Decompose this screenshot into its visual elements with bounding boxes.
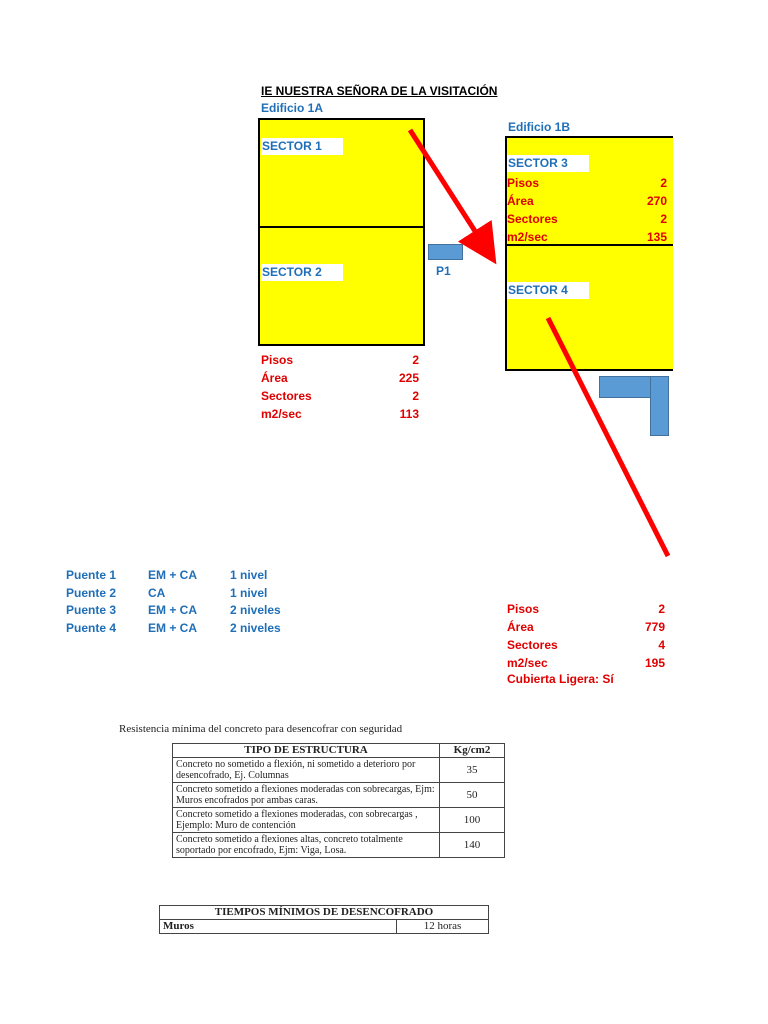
structure-kgcm2: 50 [440,783,505,808]
stat-1a-value: 2 [412,353,419,367]
stat-1b-key: Sectores [507,212,558,226]
table-row [173,783,505,808]
stat-1b-key: m2/sec [507,230,548,244]
structure-kgcm2: 35 [440,758,505,783]
stat-1a-key: Área [261,371,288,385]
structure-desc: Concreto sometido a flexiones moderadas con sobrecargas, Ejm: Muros encofrados por ambas caras. [173,783,440,808]
stat-total-key: Área [507,620,534,634]
table-row [173,833,505,858]
bridge-levels: 1 nivel [230,585,268,600]
stat-total-key: m2/sec [507,656,548,670]
bridge-name: Puente 4 [66,620,117,635]
structure-desc: Concreto sometido a flexiones altas, concreto totalmente soportado por encofrado, Ejm: Viga, Losa. [173,833,440,858]
col-kg-cm2: Kg/cm2 [440,744,505,758]
tiempo-element: Muros [160,920,397,934]
sector-4-label: SECTOR 4 [507,282,589,299]
stat-1a-key: Sectores [261,389,312,403]
sector-2-label: SECTOR 2 [261,264,343,281]
stat-1b-value: 135 [646,230,667,244]
stat-total-key: Sectores [507,638,558,652]
bridge-row [66,566,326,584]
stat-1a-key: Pisos [261,353,294,367]
stat-1a-value: 2 [412,389,419,403]
page-title: IE NUESTRA SEÑORA DE LA VISITACIÓN [261,84,498,98]
stat-1b-value: 2 [660,212,667,226]
bridge-row [66,619,326,637]
bridge-name: Puente 2 [66,585,117,600]
bridge-type: EM + CA [148,603,198,617]
stat-total-value: 4 [658,638,665,652]
tiempos-title: TIEMPOS MÍNIMOS DE DESENCOFRADO [160,906,489,920]
stat-total-value: 779 [644,620,665,634]
stat-1a-value: 113 [399,407,419,421]
bridges-list [0,566,340,646]
structure-desc: Concreto sometido a flexiones moderadas, con sobrecargas , Ejemplo: Muro de contención [173,808,440,833]
structure-kgcm2: 100 [440,808,505,833]
resistance-table [172,743,505,858]
bridge-type: EM + CA [148,620,198,635]
bridge-type: CA [148,585,166,600]
bridge-name: Puente 1 [66,568,117,582]
bridge-row [66,601,326,619]
structure-kgcm2: 140 [440,833,505,858]
arrow-1 [410,130,491,256]
bridge-levels: 1 nivel [230,568,268,582]
stat-total-value: 195 [644,656,665,670]
p1-label: P1 [436,264,451,278]
stat-1a-key: m2/sec [261,407,302,421]
edificio-1a-label: Edificio 1A [261,101,324,115]
stat-1b-value: 2 [660,176,667,190]
stat-1b-value: 270 [646,194,667,208]
arrow-2 [548,318,668,556]
table-row [173,758,505,783]
stat-total-value: 2 [658,602,665,616]
sector-3-label: SECTOR 3 [507,155,589,172]
tiempo-value: 12 horas [397,920,489,934]
bridge-row [66,584,326,602]
edificio-1b-label: Edificio 1B [508,120,571,134]
bridge-type: EM + CA [148,568,198,582]
resistance-caption: Resistencia mínima del concreto para desencofrar con seguridad [119,723,403,735]
bridge-levels: 2 niveles [230,603,281,617]
tiempos-table [159,905,489,934]
table-row [173,808,505,833]
bridge-levels: 2 niveles [230,620,281,635]
structure-desc: Concreto no sometido a flexión, ni sometido a deterioro por desencofrado, Ej. Columnas [173,758,440,783]
col-tipo-estructura: TIPO DE ESTRUCTURA [173,744,440,758]
cubierta-label: Cubierta Ligera: Sí [507,672,614,686]
table-row [160,920,489,934]
sector-1-label: SECTOR 1 [261,138,343,155]
bridge-name: Puente 3 [66,603,117,617]
stat-1b-key: Pisos [507,176,540,190]
stat-total-key: Pisos [507,602,540,616]
stat-1a-value: 225 [398,371,419,385]
stat-1b-key: Área [507,194,534,208]
